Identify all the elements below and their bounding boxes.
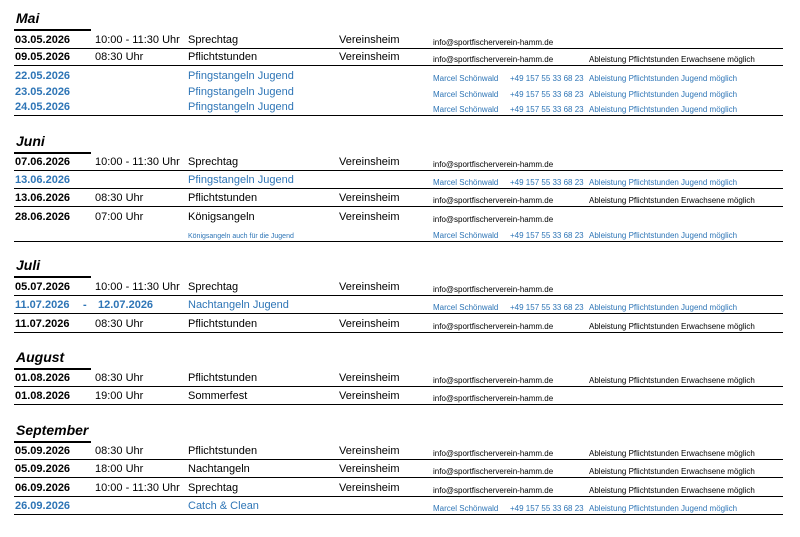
time-cell: 08:30 Uhr — [95, 318, 144, 330]
month-heading: Mai — [16, 10, 40, 26]
contact-phone[interactable]: +49 157 55 33 68 23 — [510, 105, 584, 114]
event-cell: Königsangeln — [188, 211, 255, 223]
schedule-row-youth — [14, 298, 783, 314]
time-cell: 08:30 Uhr — [95, 192, 144, 204]
contact-name: Marcel Schönwald — [433, 231, 499, 240]
contact-email[interactable]: info@sportfischerverein-hamm.de — [433, 467, 554, 476]
place-cell: Vereinsheim — [339, 390, 400, 402]
event-cell: Pflichtstunden — [188, 51, 258, 63]
date-cell: 06.09.2026 — [15, 482, 71, 494]
time-cell: 08:30 Uhr — [95, 372, 144, 384]
contact-email[interactable]: info@sportfischerverein-hamm.de — [433, 55, 554, 64]
contact-phone[interactable]: +49 157 55 33 68 23 — [510, 303, 584, 312]
contact-name: Marcel Schönwald — [433, 504, 499, 513]
date-cell: 01.08.2026 — [15, 372, 71, 384]
date-cell: 05.09.2026 — [15, 463, 71, 475]
note-cell: Ableistung Pflichtstunden Jugend möglich — [589, 90, 738, 99]
contact-email[interactable]: info@sportfischerverein-hamm.de — [433, 376, 554, 385]
contact-phone[interactable]: +49 157 55 33 68 23 — [510, 90, 584, 99]
schedule-row — [14, 371, 783, 387]
month-heading: Juli — [16, 257, 41, 273]
contact-email[interactable]: info@sportfischerverein-hamm.de — [433, 196, 554, 205]
contact-email[interactable]: info@sportfischerverein-hamm.de — [433, 160, 554, 169]
place-cell: Vereinsheim — [339, 156, 400, 168]
schedule-row — [14, 389, 783, 405]
contact-email[interactable]: info@sportfischerverein-hamm.de — [433, 486, 554, 495]
event-cell: Sprechtag — [188, 281, 239, 293]
note-cell: Ableistung Pflichtstunden Erwachsene möglich — [589, 376, 755, 385]
date-cell: 09.05.2026 — [15, 51, 71, 63]
place-cell: Vereinsheim — [339, 281, 400, 293]
contact-email[interactable]: info@sportfischerverein-hamm.de — [433, 285, 554, 294]
schedule-row — [14, 33, 783, 49]
contact-phone[interactable]: +49 157 55 33 68 23 — [510, 231, 584, 240]
schedule-row — [14, 191, 783, 207]
schedule-row-youth — [14, 226, 783, 242]
note-cell: Ableistung Pflichtstunden Jugend möglich — [589, 105, 738, 114]
place-cell: Vereinsheim — [339, 34, 400, 46]
date-cell: 01.08.2026 — [15, 390, 71, 402]
event-cell: Catch & Clean — [188, 500, 259, 512]
date-cell: 23.05.2026 — [15, 86, 71, 98]
schedule-row — [14, 155, 783, 171]
schedule-row-youth — [14, 499, 783, 515]
event-cell: Sprechtag — [188, 156, 239, 168]
month-heading: Juni — [16, 133, 45, 149]
time-cell: 10:00 - 11:30 Uhr — [95, 156, 180, 168]
place-cell: Vereinsheim — [339, 318, 400, 330]
date-cell: 13.06.2026 — [15, 174, 71, 186]
month-underline — [14, 368, 91, 370]
contact-name: Marcel Schönwald — [433, 105, 499, 114]
contact-phone[interactable]: +49 157 55 33 68 23 — [510, 74, 584, 83]
schedule-row-youth — [14, 69, 783, 84]
place-cell: Vereinsheim — [339, 51, 400, 63]
date-cell: 05.09.2026 — [15, 445, 71, 457]
schedule-row-youth — [14, 173, 783, 189]
time-cell: 10:00 - 11:30 Uhr — [95, 482, 180, 494]
contact-email[interactable]: info@sportfischerverein-hamm.de — [433, 449, 554, 458]
note-cell: Ableistung Pflichtstunden Jugend möglich — [589, 74, 738, 83]
event-cell: Pflichtstunden — [188, 445, 258, 457]
event-cell: Pflichtstunden — [188, 192, 258, 204]
schedule-row — [14, 481, 783, 497]
contact-phone[interactable]: +49 157 55 33 68 23 — [510, 504, 584, 513]
note-cell: Ableistung Pflichtstunden Erwachsene möglich — [589, 196, 755, 205]
event-cell: Pfingstangeln Jugend — [188, 101, 294, 113]
event-cell: Pflichtstunden — [188, 372, 258, 384]
subnote-cell: Königsangeln auch für die Jugend — [188, 233, 294, 240]
time-cell: 08:30 Uhr — [95, 445, 144, 457]
time-cell: 19:00 Uhr — [95, 390, 144, 402]
time-cell: 07:00 Uhr — [95, 211, 144, 223]
schedule-row — [14, 444, 783, 460]
date-cell: 22.05.2026 — [15, 70, 71, 82]
month-underline — [14, 152, 91, 154]
contact-email[interactable]: info@sportfischerverein-hamm.de — [433, 394, 554, 403]
schedule-row — [14, 317, 783, 333]
schedule-row — [14, 462, 783, 478]
month-underline — [14, 441, 91, 443]
contact-email[interactable]: info@sportfischerverein-hamm.de — [433, 215, 554, 224]
place-cell: Vereinsheim — [339, 482, 400, 494]
month-underline — [14, 29, 91, 31]
date-range-dash: - — [83, 299, 87, 311]
note-cell: Ableistung Pflichtstunden Erwachsene möglich — [589, 449, 755, 458]
contact-name: Marcel Schönwald — [433, 303, 499, 312]
contact-phone[interactable]: +49 157 55 33 68 23 — [510, 178, 584, 187]
date-cell: 28.06.2026 — [15, 211, 71, 223]
date-cell: 26.09.2026 — [15, 500, 71, 512]
contact-name: Marcel Schönwald — [433, 90, 499, 99]
note-cell: Ableistung Pflichtstunden Jugend möglich — [589, 231, 738, 240]
note-cell: Ableistung Pflichtstunden Jugend möglich — [589, 178, 738, 187]
place-cell: Vereinsheim — [339, 445, 400, 457]
date-cell: 11.07.2026 — [15, 318, 70, 330]
date-cell: 03.05.2026 — [15, 34, 71, 46]
contact-email[interactable]: info@sportfischerverein-hamm.de — [433, 38, 554, 47]
place-cell: Vereinsheim — [339, 372, 400, 384]
contact-name: Marcel Schönwald — [433, 178, 499, 187]
date-cell: 11.07.2026 — [15, 299, 70, 311]
time-cell: 10:00 - 11:30 Uhr — [95, 281, 180, 293]
time-cell: 10:00 - 11:30 Uhr — [95, 34, 180, 46]
date-cell: 24.05.2026 — [15, 101, 71, 113]
note-cell: Ableistung Pflichtstunden Erwachsene möglich — [589, 55, 755, 64]
event-cell: Pfingstangeln Jugend — [188, 174, 294, 186]
schedule-row — [14, 50, 783, 66]
month-heading: August — [16, 349, 65, 365]
event-cell: Pfingstangeln Jugend — [188, 86, 294, 98]
event-cell: Sprechtag — [188, 34, 239, 46]
place-cell: Vereinsheim — [339, 192, 400, 204]
note-cell: Ableistung Pflichtstunden Jugend möglich — [589, 303, 738, 312]
date-end-cell: 12.07.2026 — [98, 299, 154, 311]
month-heading: September — [16, 422, 89, 438]
event-cell: Sommerfest — [188, 390, 248, 402]
contact-email[interactable]: info@sportfischerverein-hamm.de — [433, 322, 554, 331]
event-cell: Nachtangeln — [188, 463, 250, 475]
time-cell: 18:00 Uhr — [95, 463, 144, 475]
place-cell: Vereinsheim — [339, 211, 400, 223]
schedule-row-youth — [14, 100, 783, 116]
note-cell: Ableistung Pflichtstunden Erwachsene möglich — [589, 322, 755, 331]
event-cell: Nachtangeln Jugend — [188, 299, 289, 311]
schedule-row — [14, 280, 783, 296]
place-cell: Vereinsheim — [339, 463, 400, 475]
event-cell: Sprechtag — [188, 482, 239, 494]
note-cell: Ableistung Pflichtstunden Erwachsene möglich — [589, 486, 755, 495]
date-cell: 05.07.2026 — [15, 281, 71, 293]
date-cell: 07.06.2026 — [15, 156, 71, 168]
note-cell: Ableistung Pflichtstunden Jugend möglich — [589, 504, 738, 513]
schedule-row — [14, 210, 783, 225]
contact-name: Marcel Schönwald — [433, 74, 499, 83]
month-underline — [14, 276, 91, 278]
date-cell: 13.06.2026 — [15, 192, 71, 204]
note-cell: Ableistung Pflichtstunden Erwachsene möglich — [589, 467, 755, 476]
schedule-row-youth — [14, 85, 783, 100]
event-cell: Pflichtstunden — [188, 318, 258, 330]
time-cell: 08:30 Uhr — [95, 51, 144, 63]
event-cell: Pfingstangeln Jugend — [188, 70, 294, 82]
